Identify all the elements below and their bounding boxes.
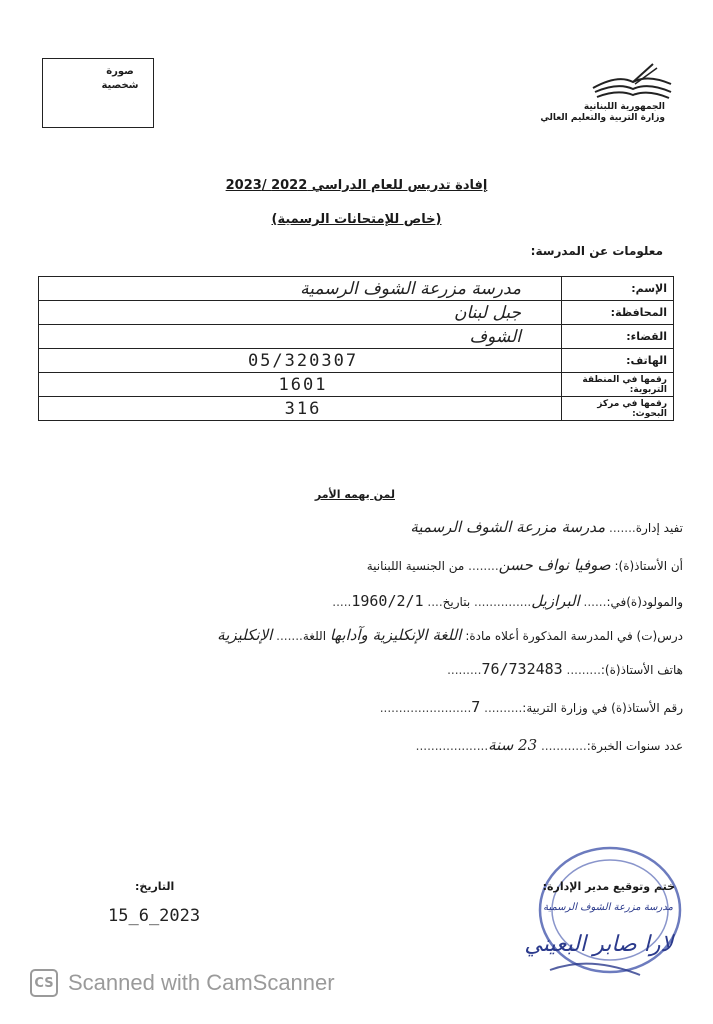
language-value: الإنكليزية [217,626,273,644]
row-value: مدرسة مزرعة الشوف الرسمية [39,277,562,301]
camscanner-watermark [30,966,335,1000]
experience-value: 23 سنة [488,736,538,754]
birthplace-value: البرازيل [531,592,580,610]
line-ministry-number: رقم الأستاذ(ة) في وزارة التربية:.......... 7........................ [379,698,683,716]
line-school: تفيد إدارة....... مدرسة مزرعة الشوف الرسمية [410,518,683,536]
row-label: الإسم: [562,277,674,301]
row-label: رقمها في مركز البحوث: [562,397,674,421]
row-value: 316 [39,397,562,421]
table-row [39,301,674,325]
birthdate-value: 1960/2/1 [351,592,424,610]
line-label: عدد سنوات الخبرة: [586,739,683,753]
row-label: المحافظة: [562,301,674,325]
table-row [39,373,674,397]
row-label: الهاتف: [562,349,674,373]
row-label: رقمها في المنطقة التربوية: [562,373,674,397]
row-value: الشوف [39,325,562,349]
photo-label-1: صورة [106,66,134,77]
camscanner-icon: CS [30,969,58,997]
ministry-name: وزارة التربية والتعليم العالي [540,113,665,123]
line-birth: والمولود(ة)في:...... البرازيل............... بتاريخ.... 1960/2/1..... [332,592,683,610]
ministry-book-logo-icon [573,62,673,102]
line-label: والمولود(ة)في: [606,595,683,609]
row-value: جبل لبنان [39,301,562,325]
photo-label-2: شخصية [101,80,139,91]
line-label: درس(ت) في المدرسة المذكورة أعلاه مادة: [465,629,683,643]
line-label: تفيد إدارة [635,521,683,535]
school-info-table [38,276,674,421]
row-label: القضاء: [562,325,674,349]
language-label: اللغة [302,629,327,643]
document-title: إفادة تدريس للعام الدراسي 2022 /2023 [225,178,488,193]
date-value: 15_6_2023 [108,906,201,926]
nationality-text: من الجنسية اللبنانية [366,559,465,573]
teacher-name-value: صوفيا نواف حسن [498,556,611,574]
director-signature: لارا صابر البعيني [524,932,673,957]
line-label: رقم الأستاذ(ة) في وزارة التربية: [522,701,683,715]
ministry-number-value: 7 [471,698,481,716]
date-label: التاريخ: [135,880,175,893]
signature-label: ختم وتوقيع مدير الإدارة: [542,880,675,893]
table-row [39,325,674,349]
personal-photo-box [42,58,154,128]
line-label: هاتف الأستاذ(ة): [600,663,683,677]
teacher-phone-value: 76/732483 [481,660,563,678]
school-info-label: معلومات عن المدرسة: [530,244,663,258]
line-label: أن الأستاذ(ة): [614,559,683,573]
date-of-birth-label: بتاريخ [442,595,471,609]
camscanner-text: Scanned with CamScanner [68,970,335,995]
table-row [39,277,674,301]
row-value: 05/320307 [39,349,562,373]
line-phone: هاتف الأستاذ(ة):......... 76/732483......... [447,660,683,678]
to-whom-it-may-concern: لمن يهمه الأمر [314,488,395,501]
official-stamp-icon [490,840,690,990]
table-row [39,397,674,421]
line-experience: عدد سنوات الخبرة:............ 23 سنة................... [415,736,683,754]
stamp-school-text: مدرسة مزرعة الشوف الرسمية [543,902,673,913]
line-teacher: أن الأستاذ(ة): صوفيا نواف حسن........ من الجنسية اللبنانية [366,556,683,574]
republic-name: الجمهورية اللبنانية [583,102,665,112]
document-subtitle: (خاص للإمتحانات الرسمية) [271,212,442,227]
subject-value: اللغة الإنكليزية وآدابها [329,626,462,644]
ministry-header [540,102,665,124]
table-row [39,349,674,373]
line-subject: درس(ت) في المدرسة المذكورة أعلاه مادة: اللغة الإنكليزية وآدابها اللغة....... الإنكليزية [217,626,683,644]
row-value: 1601 [39,373,562,397]
school-name-value: مدرسة مزرعة الشوف الرسمية [410,518,606,536]
